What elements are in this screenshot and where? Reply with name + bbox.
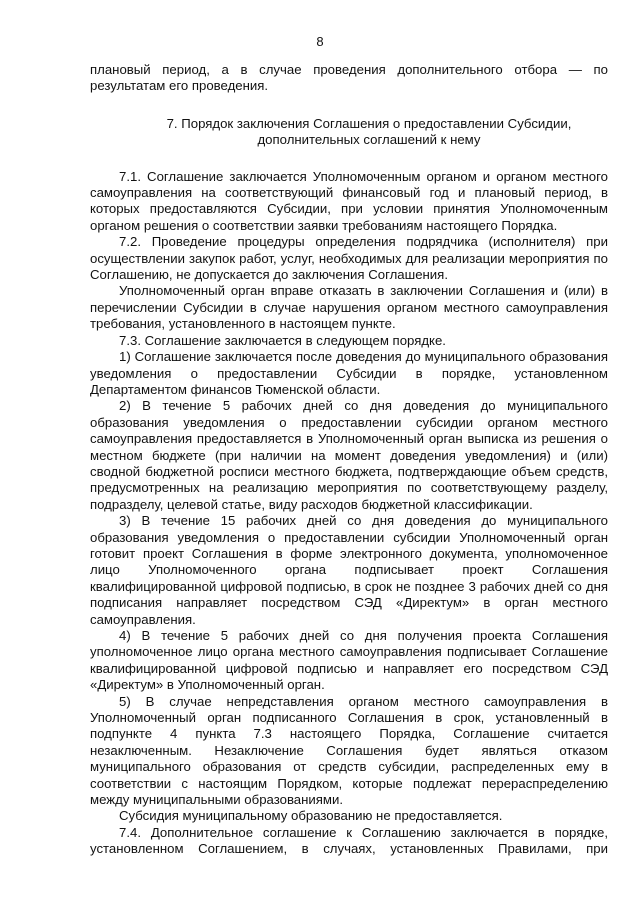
paragraph-7-4: 7.4. Дополнительное соглашение к Соглашению заключается в порядке, установленном Соглашением, в случаях, установленных Правилами, при <box>90 824 608 857</box>
paragraph-7-1: 7.1. Соглашение заключается Уполномоченным органом и органом местного самоуправления на соответствующий финансовый год и плановый период, в которых предоставляются Субсидии, при условии принятия Уполномоченным органом решения о соответствии заявки требованиям настоящего Порядка. <box>90 168 608 233</box>
paragraph-refusal: Уполномоченный орган вправе отказать в заключении Соглашения и (или) в перечислении Субсидии в случае нарушения органом местного самоуправления требования, установленного в настоящем пункте. <box>90 283 608 332</box>
paragraph-7-3-item-1: 1) Соглашение заключается после доведения до муниципального образования уведомления о предоставлении Субсидии в порядке, установленном Департаментом финансов Тюменской области. <box>90 349 608 397</box>
paragraph-no-subsidy: Субсидия муниципальному образованию не предоставляется. <box>119 808 503 824</box>
section-heading-line-1: 7. Порядок заключения Соглашения о предоставлении Субсидии, <box>166 115 572 131</box>
paragraph-7-3-item-4: 4) В течение 5 рабочих дней со дня получения проекта Соглашения уполномоченное лицо органа местного самоуправления подписывает Соглашение квалифицированной цифровой подписью и направляет его посредством СЭД «Директум» в Уполномоченный орган. <box>90 628 608 693</box>
paragraph-7-3-item-2: 2) В течение 5 рабочих дней со дня доведения до муниципального образования уведомления о предоставлении субсидии органом местного самоуправления предоставляется в Уполномоченный орган выписка из решения о местном бюджете (при наличии на момент доведения уведомления) и (или) сводной бюджетной росписи местного бюджета, подтверждающие объем средств, предусмотренных на реализацию мероприятия по соответствующему разделу, подразделу, целевой статье, виду расходов бюджетной классификации. <box>90 398 608 512</box>
paragraph-7-3: 7.3. Соглашение заключается в следующем порядке. <box>119 332 446 348</box>
paragraph-7-3-item-3: 3) В течение 15 рабочих дней со дня доведения до муниципального образования уведомления о предоставлении субсидии Уполномоченный орган готовит проект Соглашения в форме электронного документа, уполномоченное лицо Уполномоченного органа подписывает проект Соглашения квалифицированной цифровой подписью, в срок не позднее 3 рабочих дней со дня подписания направляет посредством СЭД «Директум» в орган местного самоуправления. <box>90 513 608 627</box>
page-number: 8 <box>316 34 324 49</box>
paragraph-continuation: плановый период, а в случае проведения дополнительного отбора — по результатам его проведения. <box>90 62 608 94</box>
document-body <box>90 62 608 858</box>
section-heading <box>90 116 608 149</box>
section-heading-line-2: дополнительных соглашений к нему <box>257 132 481 148</box>
paragraph-7-2: 7.2. Проведение процедуры определения подрядчика (исполнителя) при осуществлении закупок работ, услуг, необходимых для реализации мероприятия по Соглашению, не допускается до заключения Соглашения. <box>90 234 608 283</box>
paragraph-7-3-item-5: 5) В случае непредставления органом местного самоуправления в Уполномоченный орган подписанного Соглашения в срок, установленный в подпункте 4 пункта 7.3 настоящего Порядка, Соглашение считается незаключенным. Незаключение Соглашения будет являться отказом муниципального образования от средств субсидии, распределенных ему в соответствии с настоящим Порядком, которые подлежат перераспределению между муниципальными образованиями. <box>90 693 608 808</box>
